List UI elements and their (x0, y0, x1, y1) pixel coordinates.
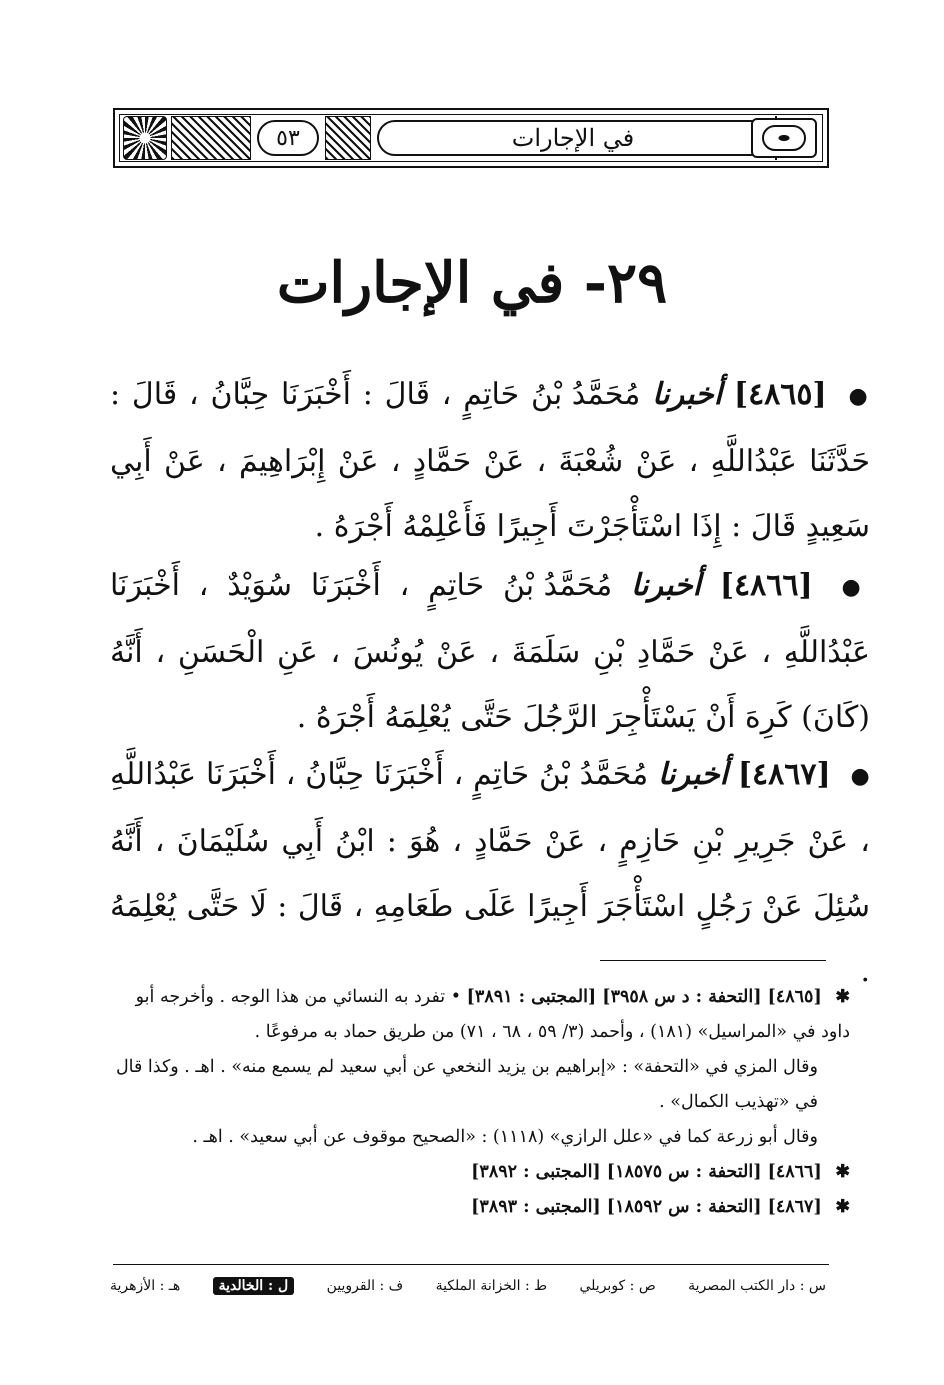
hadith-opening: أخبرنا (631, 568, 702, 603)
hadith-text: مُحَمَّدُ بْنُ حَاتِمٍ ، أَخْبَرَنَا حِبَّانُ ، أَخْبَرَنَا عَبْدُاللَّهِ ، عَنْ جَرِيرِ بْنِ حَازِمٍ ، عَنْ حَمَّادٍ ، هُوَ : ابْنُ أَبِي سُلَيْمَانَ ، أَنَّهُ سُئِلَ عَنْ رَجُلٍ اسْتَأْجَرَ أَجِيرًا عَلَى طَعَامِهِ ، قَالَ : لَا حَتَّى يُعْلِمَهُ . (110, 757, 870, 989)
running-title: في الإجارات (377, 120, 769, 156)
siglum-h: هـ : الأزهرية (110, 1278, 181, 1294)
asterisk-icon: ✱ (835, 1162, 850, 1182)
header-ornament-strip-mid-left (325, 116, 371, 160)
hadith-opening: أخبرنا (652, 377, 723, 412)
publisher-emblem (751, 118, 817, 158)
footnote-4866 (110, 1155, 850, 1190)
chapter-title: ٢٩- في الإجارات (276, 250, 668, 316)
footnote-reference: [٤٨٦٥] [التحفة : د س ٣٩٥٨] [المجتبى : ٣٨٩١] (466, 987, 822, 1007)
siglum-s: س : دار الكتب المصرية (688, 1278, 826, 1294)
footnote-4865 (110, 980, 850, 1155)
hadith-text: مُحَمَّدُ بْنُ حَاتِمٍ ، قَالَ : أَخْبَرَنَا حِبَّانُ ، قَالَ : حَدَّثَنَا عَبْدُاللَّهِ ، عَنْ شُعْبَةَ ، عَنْ حَمَّادٍ ، عَنْ إِبْرَاهِيمَ ، عَنْ أَبِي سَعِيدٍ قَالَ : إِذَا اسْتَأْجَرْتَ أَجِيرًا فَأَعْلِمْهُ أَجْرَهُ . (110, 377, 870, 544)
footnote-reference: [٤٨٦٦] [التحفة : س ١٨٥٧٥] [المجتبى : ٣٨٩٢] (471, 1162, 822, 1182)
hadith-number: [٤٨٦٦] (719, 568, 813, 603)
hadith-4867 (110, 742, 870, 1004)
hadith-opening: أخبرنا (658, 757, 729, 792)
bullet-icon: ● (850, 763, 870, 789)
siglum-f: ف : القرويين (326, 1278, 404, 1294)
footnote-reference: [٤٨٦٧] [التحفة : س ١٨٥٩٢] [المجتبى : ٣٨٩٣] (471, 1197, 822, 1217)
footnote-text: • تفرد به النسائي من هذا الوجه . وأخرجه أبو داود في «المراسيل» (١٨١) ، وأحمد (٣/ ٥٩ ، ٦٨ ، ٧١) من طريق حماد به مرفوعًا . (135, 987, 850, 1042)
footnotes (110, 980, 850, 1225)
siglum-t: ط : الخزانة الملكية (435, 1278, 548, 1294)
siglum-l: ل : الخالدية (213, 1277, 295, 1295)
footer-divider (113, 1264, 829, 1265)
bullet-icon: ● (841, 574, 871, 600)
page-number: ٥٣ (257, 120, 319, 156)
header-ornament-strip-left (171, 116, 251, 160)
asterisk-icon: ✱ (835, 987, 850, 1007)
footnote-subnote-mizzi: وقال المزي في «التحفة» : «إبراهيم بن يزيد النخعي عن أبي سعيد لم يسمع منه» . اهـ . وكذا قال في «تهذيب الكمال» . (115, 1057, 818, 1112)
hadith-4866 (110, 553, 870, 750)
hadith-number: [٤٨٦٥] (733, 377, 827, 412)
emblem-logo-icon (762, 125, 806, 151)
footnote-divider (600, 960, 826, 961)
hadith-number: [٤٨٦٧] (737, 757, 831, 792)
asterisk-icon: ✱ (835, 1197, 850, 1217)
bullet-icon: ● (848, 383, 870, 409)
hadith-text: مُحَمَّدُ بْنُ حَاتِمٍ ، أَخْبَرَنَا سُوَيْدٌ ، أَخْبَرَنَا عَبْدُاللَّهِ ، عَنْ حَمَّادِ بْنِ سَلَمَةَ ، عَنْ يُونُسَ ، عَنِ الْحَسَنِ ، أَنَّهُ (كَانَ) كَرِهَ أَنْ يَسْتَأْجِرَ الرَّجُلَ حَتَّى يُعْلِمَهُ أَجْرَهُ . (110, 568, 870, 735)
running-header (113, 108, 829, 168)
header-ornament-left-icon (123, 116, 167, 160)
manuscript-sigla (110, 1271, 826, 1301)
hadith-4865 (110, 362, 870, 559)
footnote-4867 (110, 1190, 850, 1225)
siglum-sad: ص : كوبريلي (579, 1278, 656, 1294)
footnote-subnote-abu-zura: وقال أبو زرعة كما في «علل الرازي» (١١١٨) : «الصحيح موقوف عن أبي سعيد» . اهـ . (192, 1127, 818, 1147)
